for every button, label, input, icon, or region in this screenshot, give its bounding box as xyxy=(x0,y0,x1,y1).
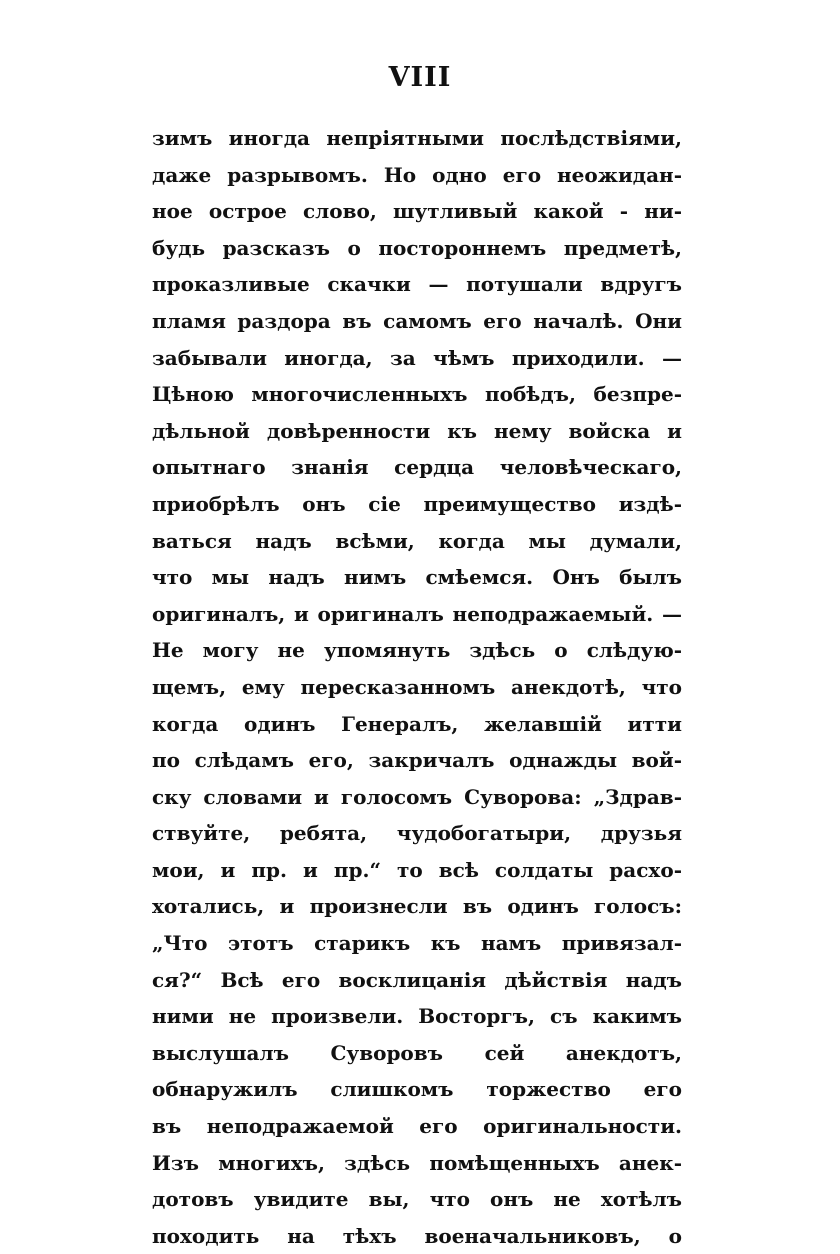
text-line: ся?“ Всѣ его восклицанія дѣйствія надъ xyxy=(152,967,682,992)
text-line: дѣльной довѣренности къ нему войска и xyxy=(152,418,682,443)
text-line: хотались, и произнесли въ одинъ голосъ: xyxy=(152,894,682,919)
text-line: проказливые скачки — потушали вдругъ xyxy=(152,272,682,297)
text-line: будь разсказъ о постороннемъ предметѣ, xyxy=(152,235,682,260)
body-text xyxy=(152,120,682,1254)
text-line: ствуйте, ребята, чудобогатыри, друзья xyxy=(152,821,682,846)
text-line: приобрѣлъ онъ сіе преимущество издѣ- xyxy=(152,491,682,516)
page-number: VIII xyxy=(388,62,452,93)
text-line: „Что этотъ старикъ къ намъ привязал- xyxy=(152,931,682,956)
text-line: оригиналъ, и оригиналъ неподражаемый. — xyxy=(152,601,682,626)
text-line: даже разрывомъ. Но одно его неожидан- xyxy=(152,162,682,187)
text-line: Не могу не упомянуть здѣсь о слѣдую- xyxy=(152,638,682,663)
text-line: въ неподражаемой его оригинальности. xyxy=(152,1114,682,1139)
text-line: щемъ, ему пересказанномъ анекдотѣ, что xyxy=(152,674,682,699)
text-line: когда одинъ Генералъ, желавшій итти xyxy=(152,711,682,736)
text-line: по слѣдамъ его, закричалъ однажды вой- xyxy=(152,748,682,773)
text-line: походить на тѣхъ военачальниковъ, о xyxy=(152,1223,682,1248)
text-line: ваться надъ всѣми, когда мы думали, xyxy=(152,528,682,553)
text-line: выслушалъ Суворовъ сей анекдотъ, xyxy=(152,1040,682,1065)
text-line: что мы надъ нимъ смѣемся. Онъ былъ xyxy=(152,565,682,590)
text-line: Цѣною многочисленныхъ побѣдъ, безпре- xyxy=(152,382,682,407)
text-line: забывали иногда, за чѣмъ приходили. — xyxy=(152,345,682,370)
text-line: пламя раздора въ самомъ его началѣ. Они xyxy=(152,308,682,333)
text-line: обнаружилъ слишкомъ торжество его xyxy=(152,1077,682,1102)
text-line: дотовъ увидите вы, что онъ не хотѣлъ xyxy=(152,1187,682,1212)
text-line: зимъ иногда непріятными послѣдствіями, xyxy=(152,126,682,150)
text-line: мои, и пр. и пр.“ то всѣ солдаты расхо- xyxy=(152,857,682,882)
text-line: опытнаго знанія сердца человѣческаго, xyxy=(152,455,682,480)
text-line: ное острое слово, шутливый какой - ни- xyxy=(152,199,682,224)
text-line: Изъ многихъ, здѣсь помѣщенныхъ анек- xyxy=(152,1150,682,1175)
text-line: ску словами и голосомъ Суворова: „Здрав- xyxy=(152,784,682,809)
text-line: ними не произвели. Восторгъ, съ какимъ xyxy=(152,1004,682,1029)
